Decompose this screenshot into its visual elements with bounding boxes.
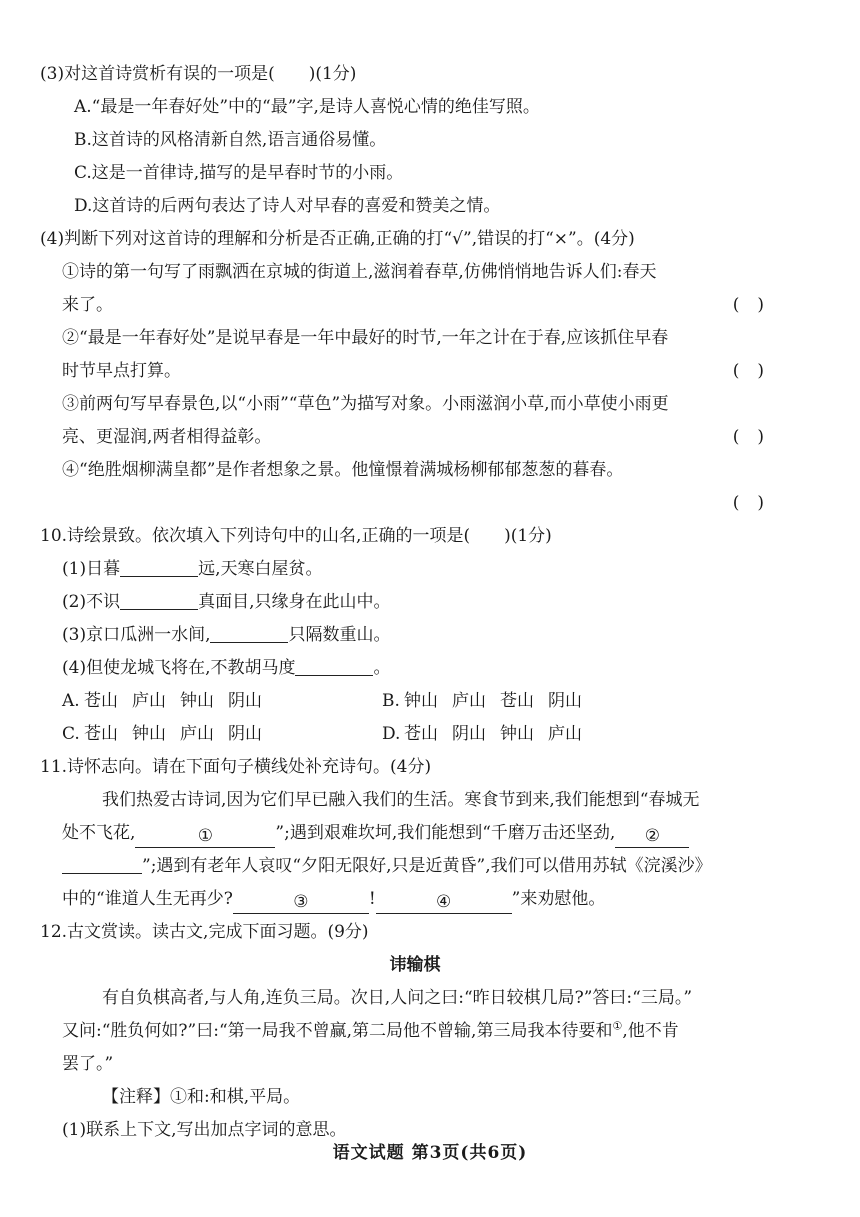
option-item: 庐山 [180,724,214,744]
option-label: C. [62,724,80,744]
q10-stem: 10.诗绘景致。依次填入下列诗句中的山名,正确的一项是( )(1分) [40,526,552,546]
q9-3-option-d: D.这首诗的后两句表达了诗人对早春的喜爱和赞美之情。 [74,196,501,216]
line-text: (1)日暮 [62,559,121,579]
q9-4-statement-1: ①诗的第一句写了雨飘洒在京城的街道上,滋润着春草,仿佛悄悄地告诉人们:春天 [62,262,657,282]
line-text: 远,天寒白屋贫。 [198,559,323,579]
line-text: (3)京口瓜洲一水间, [62,625,211,645]
option-item: 阴山 [228,724,262,744]
q9-4-statement-4-cont [40,487,790,520]
answer-bracket: () [732,361,782,381]
answer-bracket: () [732,295,782,315]
q10-option-a [62,685,382,718]
fill-blank[interactable] [295,653,373,676]
page-footer: 语文试题 第3页(共6页) [332,1143,528,1163]
option-item: 阴山 [228,691,262,711]
q9-4-statement-3: ③前两句写早春景色,以“小雨”“草色”为描写对象。小雨滋润小草,而小草使小雨更 [62,394,669,414]
q10-option-b [382,685,596,718]
line-text: 只隔数重山。 [288,625,391,645]
line-text: ”来劝慰他。 [511,889,606,909]
q11-line-2 [40,817,790,850]
fill-blank[interactable] [120,587,198,610]
line-text: 。 [373,658,391,678]
option-label: A. [62,691,80,711]
option-item: 苍山 [404,724,438,744]
option-item: 庐山 [132,691,166,711]
option-item: 钟山 [180,691,214,711]
q9-4-statement-3-cont [40,421,790,454]
line-text: ! [368,889,376,909]
statement-text: 时节早点打算。 [62,361,181,381]
passage-title: 讳输棋 [389,955,441,975]
q12-sub-1: (1)联系上下文,写出加点字词的意思。 [62,1120,347,1140]
line-text: 中的“谁道人生无再少? [62,889,233,909]
q12-stem: 12.古文赏读。读古文,完成下面习题。(9分) [40,922,369,942]
fill-blank-2-cont[interactable] [62,851,142,874]
q9-4-stem: (4)判断下列对这首诗的理解和分析是否正确,正确的打“√”,错误的打“×”。(4分) [40,229,635,249]
q10-line-1 [40,553,790,586]
q9-3-option-b: B.这首诗的风格清新自然,语言通俗易懂。 [74,130,387,150]
q10-options-cd [40,718,790,751]
option-item: 苍山 [84,691,118,711]
option-item: 苍山 [500,691,534,711]
answer-bracket: () [732,493,782,513]
fill-blank[interactable] [120,554,198,577]
option-item: 钟山 [132,724,166,744]
fill-blank-1[interactable]: ① [135,825,275,848]
statement-text: 亮、更湿润,两者相得益彰。 [62,427,272,447]
q9-3-stem: (3)对这首诗赏析有误的一项是( )(1分) [40,64,357,84]
fill-blank-4[interactable]: ④ [376,891,512,914]
line-text: ”;遇到艰难坎坷,我们能想到“千磨万击还坚劲, [275,823,616,843]
line-text: (4)但使龙城飞将在,不教胡马度 [62,658,296,678]
q9-4-statement-2: ②“最是一年春好处”是说早春是一年中最好的时节,一年之计在于春,应该抓住早春 [62,328,669,348]
q11-line-3 [40,850,790,883]
passage-line-2 [40,1015,790,1048]
note-mark: ① [612,1019,623,1033]
q10-options-ab [40,685,790,718]
line-text: 又问:“胜负何如?”曰:“第一局我不曾赢,第二局他不曾输,第三局我本待要和 [62,1021,613,1041]
answer-bracket: () [732,427,782,447]
q9-3-option-c: C.这是一首律诗,描写的是早春时节的小雨。 [74,163,404,183]
line-text: ,他不肯 [622,1021,679,1041]
annotation: 【注释】①和:和棋,平局。 [102,1087,301,1107]
line-text: 处不飞花, [62,823,136,843]
option-item: 阴山 [548,691,582,711]
q11-line-4 [40,883,790,916]
q9-3-option-a: A.“最是一年春好处”中的“最”字,是诗人喜悦心情的绝佳写照。 [74,97,540,117]
statement-text: 来了。 [62,295,113,315]
passage-line-3: 罢了。” [62,1054,114,1074]
line-text: (2)不识 [62,592,121,612]
option-label: B. [382,691,400,711]
option-item: 钟山 [404,691,438,711]
q10-line-2 [40,586,790,619]
q9-4-statement-2-cont [40,355,790,388]
q9-4-statement-1-cont [40,289,790,322]
option-item: 钟山 [500,724,534,744]
passage-line-1: 有自负棋高者,与人角,连负三局。次日,人问之曰:“昨日较棋几局?”答曰:“三局。” [102,988,693,1008]
q9-4-statement-4: ④“绝胜烟柳满皇都”是作者想象之景。他憧憬着满城杨柳郁郁葱葱的暮春。 [62,460,624,480]
option-label: D. [382,724,401,744]
q11-line-1: 我们热爱古诗词,因为它们早已融入我们的生活。寒食节到来,我们能想到“春城无 [102,790,700,810]
fill-blank-2[interactable]: ② [615,825,689,848]
q10-option-c [62,718,382,751]
option-item: 庐山 [452,691,486,711]
q10-line-3 [40,619,790,652]
fill-blank-3[interactable]: ③ [233,891,369,914]
line-text: 真面目,只缘身在此山中。 [198,592,391,612]
option-item: 苍山 [84,724,118,744]
option-item: 阴山 [452,724,486,744]
q10-option-d [382,718,596,751]
q11-stem: 11.诗怀志向。请在下面句子横线处补充诗句。(4分) [40,757,432,777]
q10-line-4 [40,652,790,685]
option-item: 庐山 [548,724,582,744]
line-text: ”;遇到有老年人哀叹“夕阳无限好,只是近黄昏”,我们可以借用苏轼《浣溪沙》 [142,856,712,876]
fill-blank[interactable] [210,620,288,643]
